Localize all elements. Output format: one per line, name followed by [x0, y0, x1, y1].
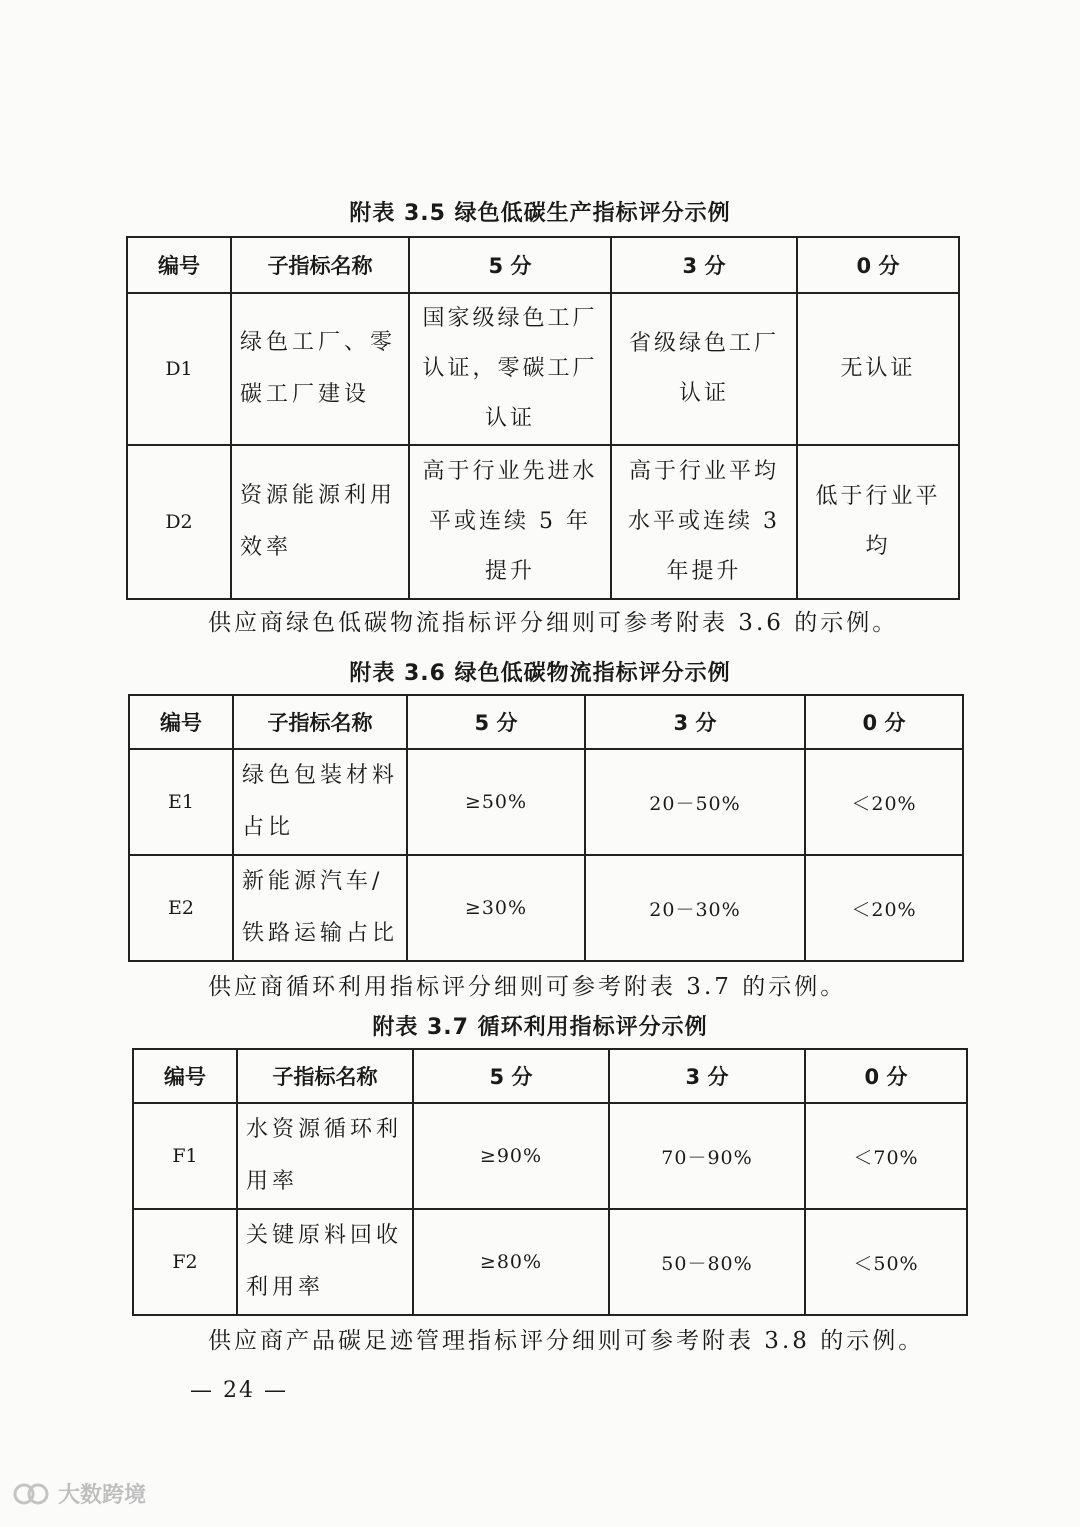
row-score-5: ≥90% [413, 1103, 609, 1209]
row-score-3: 20－50% [585, 749, 805, 855]
row-code: D2 [127, 445, 231, 599]
table-row [127, 293, 959, 445]
row-score-0: ＜20% [805, 855, 963, 961]
row-name: 绿色工厂、零碳工厂建设 [231, 293, 409, 445]
header-score-3: 3 分 [585, 695, 805, 749]
table-row [133, 1209, 967, 1315]
row-name: 绿色包装材料占比 [233, 749, 407, 855]
row-code: F2 [133, 1209, 237, 1315]
header-score-0: 0 分 [797, 237, 959, 293]
watermark-text: 大数跨境 [58, 1483, 147, 1508]
row-code: E2 [129, 855, 233, 961]
header-name: 子指标名称 [233, 695, 407, 749]
header-score-5: 5 分 [413, 1049, 609, 1103]
table-caption-3-6: 附表 3.6 绿色低碳物流指标评分示例 [349, 661, 731, 686]
row-score-0: 无认证 [797, 293, 959, 445]
header-score-0: 0 分 [805, 1049, 967, 1103]
row-name: 新能源汽车/铁路运输占比 [233, 855, 407, 961]
scoring-table-3-7 [132, 1048, 968, 1316]
watermark-logo-icon [12, 1481, 52, 1507]
row-score-0: 低于行业平均 [797, 445, 959, 599]
table-header-row [129, 695, 963, 749]
reference-paragraph: 供应商绿色低碳物流指标评分细则可参考附表 3.6 的示例。 [208, 610, 899, 636]
row-score-0: ＜20% [805, 749, 963, 855]
header-code: 编号 [129, 695, 233, 749]
row-code: F1 [133, 1103, 237, 1209]
table-caption-3-5: 附表 3.5 绿色低碳生产指标评分示例 [349, 201, 731, 226]
header-score-5: 5 分 [407, 695, 585, 749]
reference-paragraph: 供应商循环利用指标评分细则可参考附表 3.7 的示例。 [208, 974, 847, 1000]
row-name: 关键原料回收利用率 [237, 1209, 413, 1315]
row-score-0: ＜50% [805, 1209, 967, 1315]
table-row [129, 749, 963, 855]
table-row [127, 445, 959, 599]
table-header-row [127, 237, 959, 293]
header-score-3: 3 分 [611, 237, 797, 293]
row-name: 资源能源利用效率 [231, 445, 409, 599]
header-name: 子指标名称 [237, 1049, 413, 1103]
reference-paragraph: 供应商产品碳足迹管理指标评分细则可参考附表 3.8 的示例。 [208, 1328, 925, 1354]
row-score-3: 高于行业平均水平或连续 3 年提升 [611, 445, 797, 599]
header-code: 编号 [133, 1049, 237, 1103]
table-row [129, 855, 963, 961]
row-score-5: ≥30% [407, 855, 585, 961]
row-name: 水资源循环利用率 [237, 1103, 413, 1209]
header-score-5: 5 分 [409, 237, 611, 293]
scoring-table-3-5 [126, 236, 960, 600]
header-score-3: 3 分 [609, 1049, 805, 1103]
row-score-3: 省级绿色工厂认证 [611, 293, 797, 445]
row-score-0: ＜70% [805, 1103, 967, 1209]
row-score-3: 20－30% [585, 855, 805, 961]
scoring-table-3-6 [128, 694, 964, 962]
row-score-5: ≥50% [407, 749, 585, 855]
table-caption-3-7: 附表 3.7 循环利用指标评分示例 [372, 1015, 708, 1040]
table-row [133, 1103, 967, 1209]
row-score-5: ≥80% [413, 1209, 609, 1315]
row-score-5: 国家级绿色工厂认证，零碳工厂认证 [409, 293, 611, 445]
row-code: E1 [129, 749, 233, 855]
row-score-5: 高于行业先进水平或连续 5 年提升 [409, 445, 611, 599]
header-name: 子指标名称 [231, 237, 409, 293]
row-score-3: 50－80% [609, 1209, 805, 1315]
header-score-0: 0 分 [805, 695, 963, 749]
watermark [12, 1478, 146, 1509]
row-code: D1 [127, 293, 231, 445]
header-code: 编号 [127, 237, 231, 293]
table-header-row [133, 1049, 967, 1103]
page-number: — 24 — [190, 1378, 288, 1403]
row-score-3: 70－90% [609, 1103, 805, 1209]
